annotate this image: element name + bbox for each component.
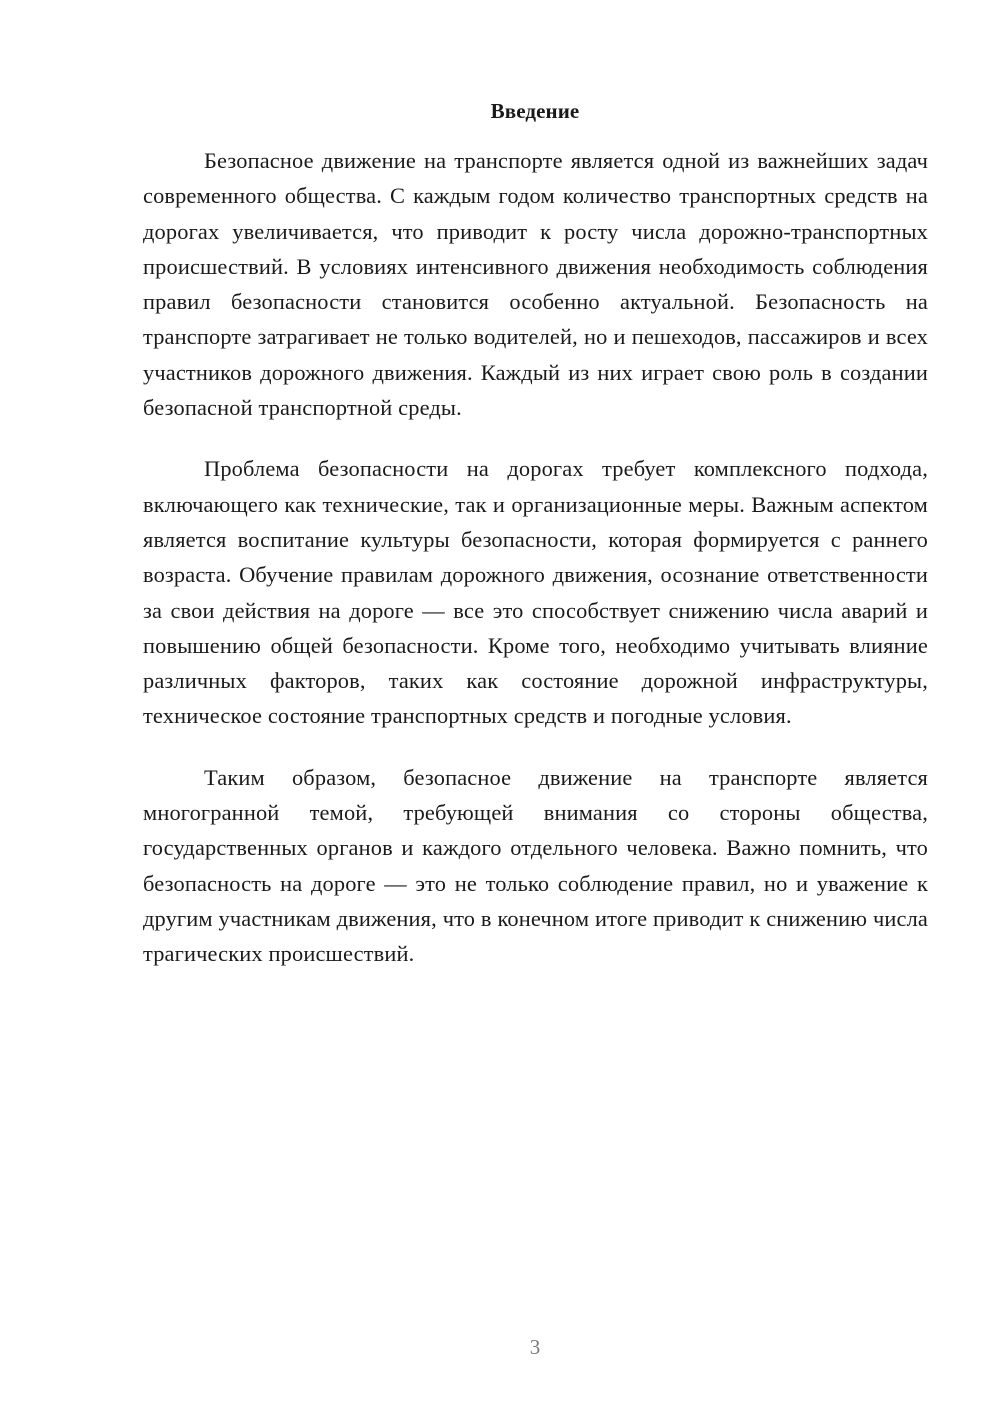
section-heading: Введение — [490, 99, 580, 123]
paragraph-2: Проблема безопасности на дорогах требует комплексного подхода, включающего как технические, так и организационные меры. Важным аспектом является воспитание культуры безопасности, которая формируется с раннего возраста. Обучение правилам дорожного движения, осознание ответственности за свои действия на дороге — все это способствует снижению числа аварий и повышению общей безопасности. Кроме того, необходимо учитывать влияние различных факторов, таких как состояние дорожной инфраструктуры, техническое состояние транспортных средств и погодные условия. — [143, 456, 928, 729]
paragraph-1: Безопасное движение на транспорте является одной из важнейших задач современного общества. С каждым годом количество транспортных средств на дорогах увеличивается, что приводит к росту числа дорожно-транспортных происшествий. В условиях интенсивного движения необходимость соблюдения правил безопасности становится особенно актуальной. Безопасность на транспорте затрагивает не только водителей, но и пешеходов, пассажиров и всех участников дорожного движения. Каждый из них играет свою роль в создании безопасной транспортной среды. — [143, 148, 928, 421]
document-body — [143, 143, 928, 998]
page-number: 3 — [529, 1335, 541, 1359]
paragraph-3: Таким образом, безопасное движение на транспорте является многогранной темой, требующей внимания со стороны общества, государственных органов и каждого отдельного человека. Важно помнить, что безопасность на дороге — это не только соблюдение правил, но и уважение к другим участникам движения, что в конечном итоге приводит к снижению числа трагических происшествий. — [143, 764, 928, 967]
